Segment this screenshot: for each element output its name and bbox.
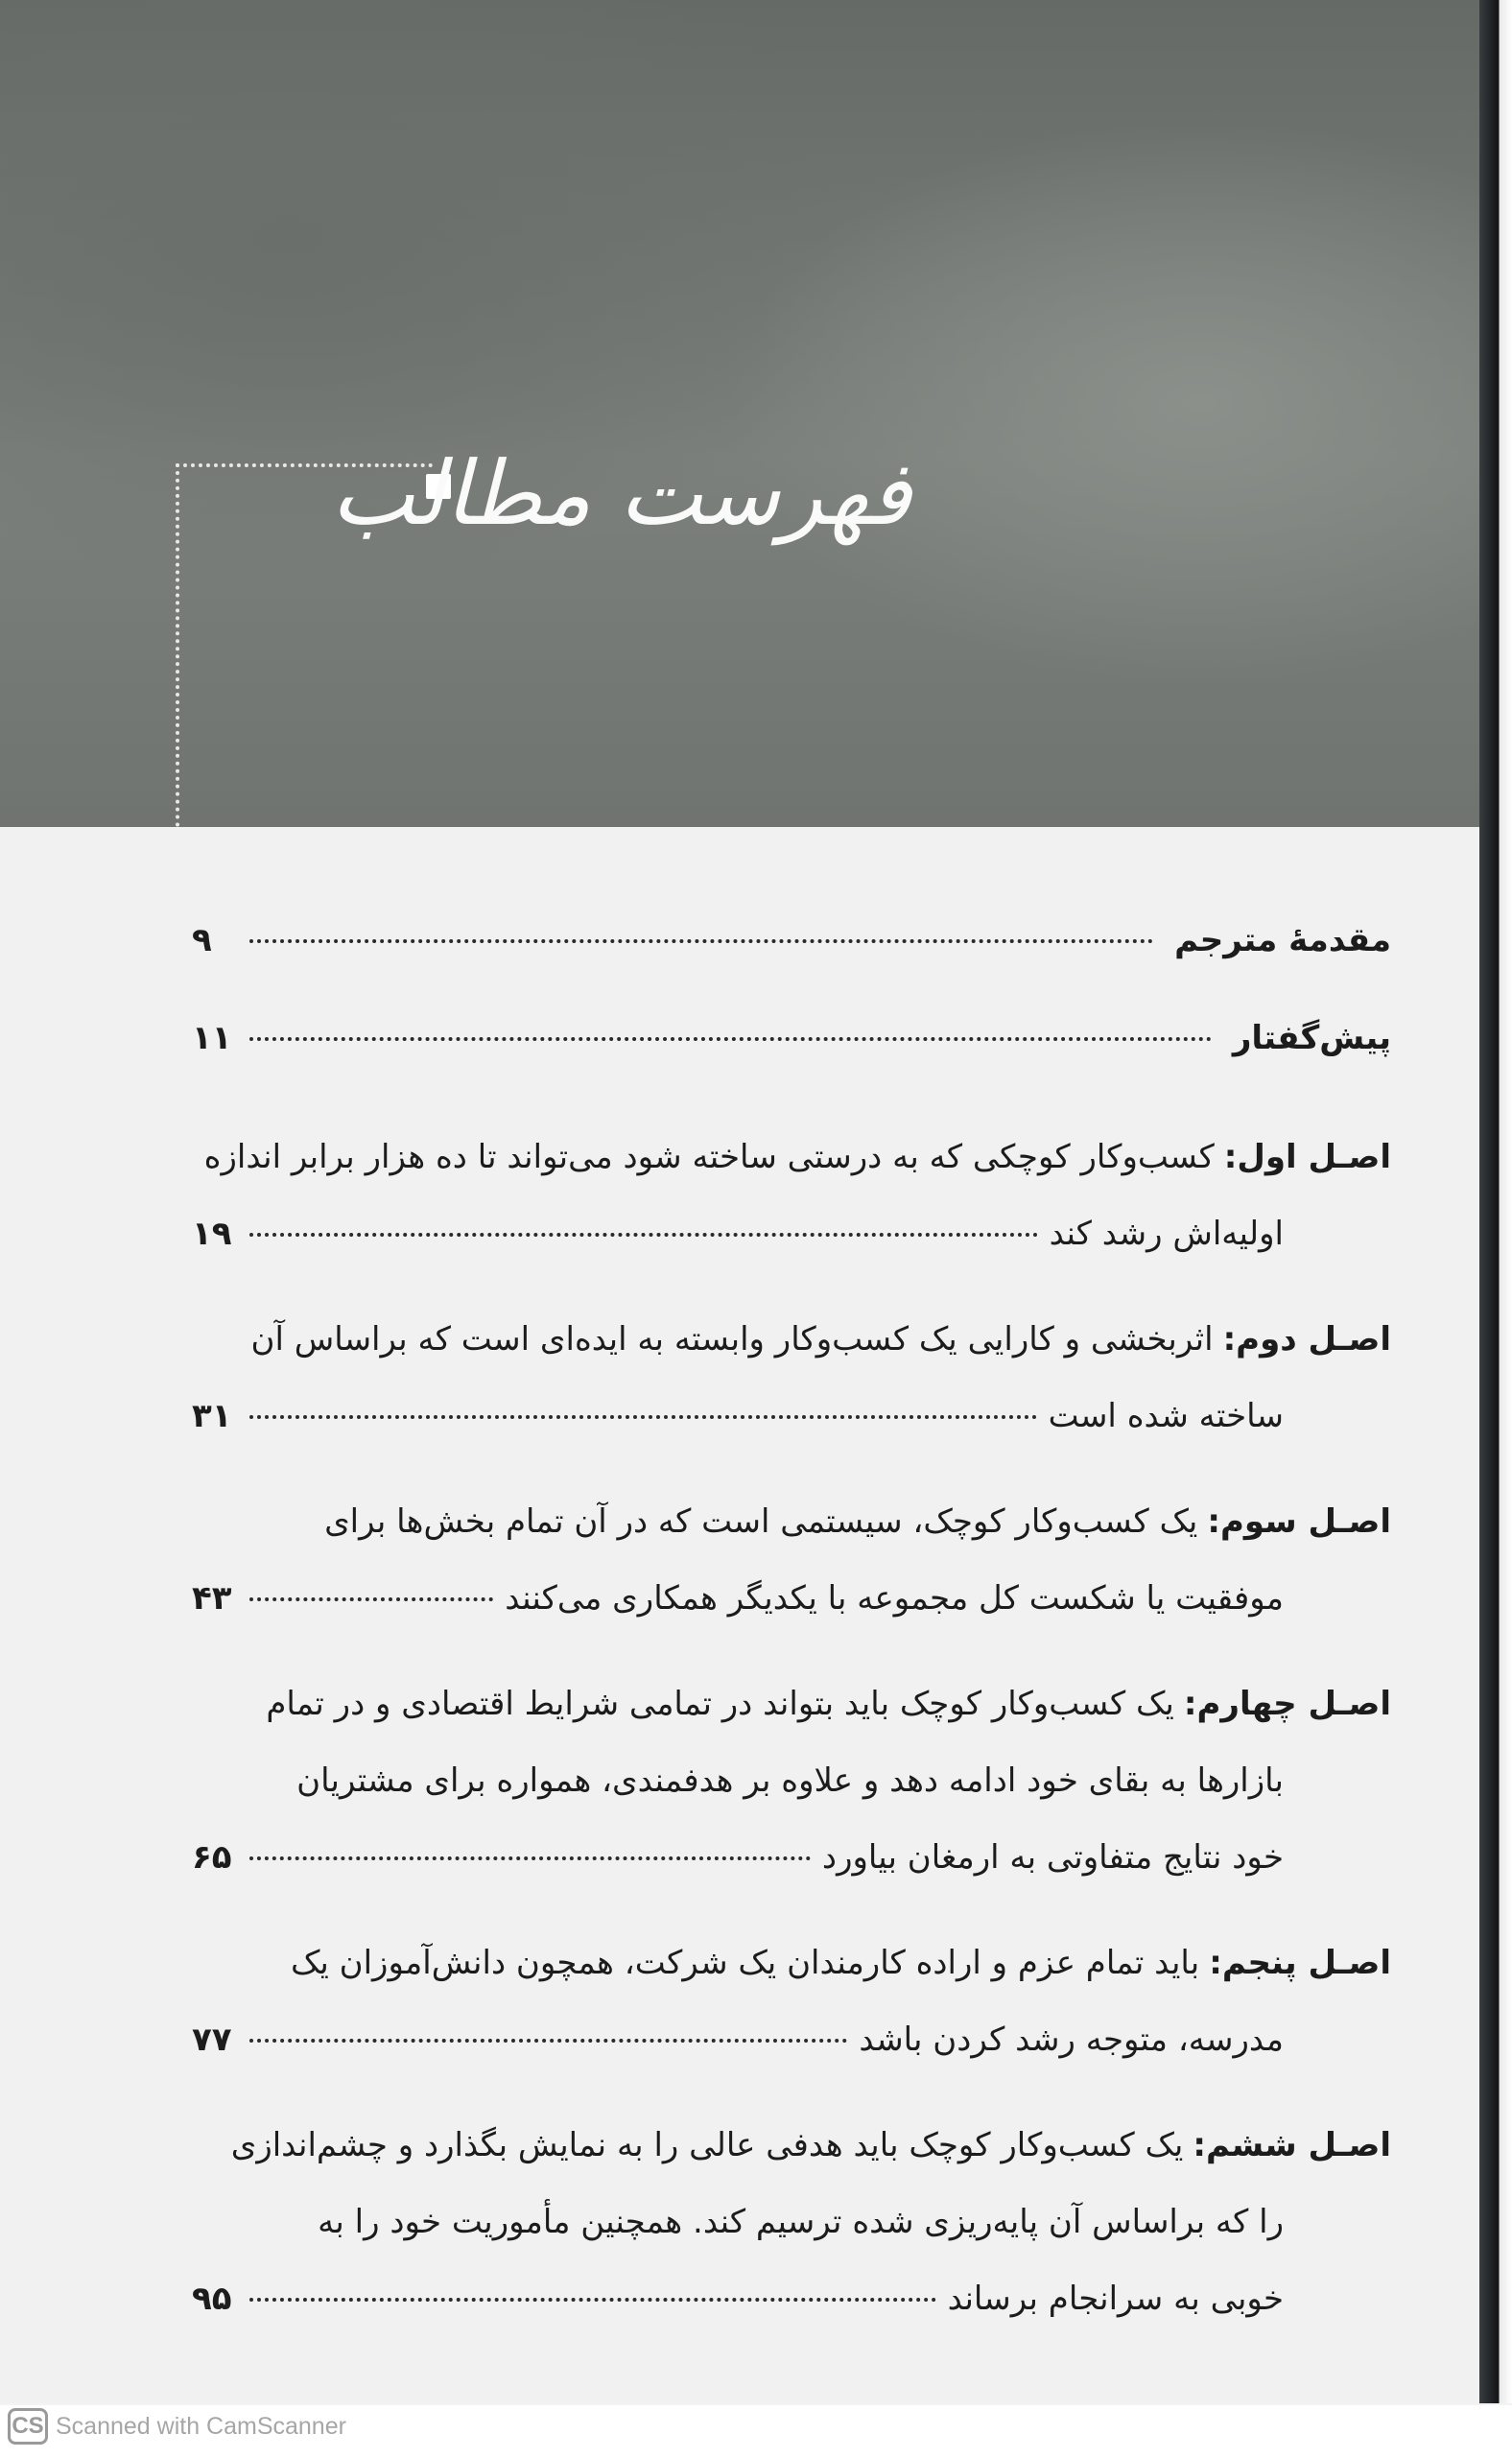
dotted-frame-left xyxy=(176,463,179,827)
toc-line xyxy=(192,1819,1391,1896)
toc-line xyxy=(192,1925,1391,2001)
toc-entry[interactable] xyxy=(192,1000,1391,1076)
toc-entry-label: اصـل دوم: xyxy=(1222,1320,1391,1359)
toc-line xyxy=(192,1378,1391,1454)
toc-page-number: ۱۹ xyxy=(192,1215,232,1253)
toc-line xyxy=(192,2184,1391,2260)
header-band xyxy=(0,0,1479,827)
toc-entry-label: مقدمهٔ مترجم xyxy=(1174,921,1391,959)
toc-line xyxy=(192,902,1391,979)
toc-line xyxy=(192,1742,1391,1819)
toc-page-number: ۴۳ xyxy=(192,1579,232,1618)
dot-leader xyxy=(249,939,1153,943)
toc-entry-text: بازارها به بقای خود ادامه دهد و علاوه بر هدفمندی، همواره برای مشتریان xyxy=(296,1761,1284,1800)
toc-entry-label: پیش‌گفتار xyxy=(1232,1019,1391,1057)
toc-entry-label: اصـل چهارم: xyxy=(1183,1685,1391,1723)
dot-leader xyxy=(249,1233,1038,1237)
toc-entry-label: اصـل ششم: xyxy=(1193,2126,1391,2164)
toc-line xyxy=(192,1483,1391,1560)
toc-entry[interactable] xyxy=(192,902,1391,979)
toc-entry[interactable] xyxy=(192,1666,1391,1896)
toc-page-number: ۹۵ xyxy=(192,2280,232,2318)
toc-entry-text: موفقیت یا شکست کل مجموعه با یکدیگر همکاری می‌کنند xyxy=(505,1579,1284,1618)
dot-leader xyxy=(249,1415,1037,1419)
toc-entry-text: یک کسب‌وکار کوچک باید هدفی عالی را به نمایش بگذارد و چشم‌اندازی xyxy=(230,2126,1184,2164)
toc-entry[interactable] xyxy=(192,1925,1391,2078)
toc-entry-label: اصـل اول: xyxy=(1223,1138,1391,1176)
toc-page-number: ۳۱ xyxy=(192,1397,232,1435)
toc-entry[interactable] xyxy=(192,1119,1391,1272)
toc-entry-text: را که براساس آن پایه‌ریزی شده ترسیم کند. همچنین مأموریت خود را به xyxy=(318,2203,1284,2241)
toc-entry-text: خود نتایج متفاوتی به ارمغان بیاورد xyxy=(821,1838,1284,1877)
camscanner-logo-icon: CS xyxy=(8,2408,48,2445)
dot-leader xyxy=(249,2298,936,2302)
toc-entry-label: اصـل پنجم: xyxy=(1209,1944,1391,1982)
toc-entry-text: باید تمام عزم و اراده کارمندان یک شرکت، همچون دانش‌آموزان یک xyxy=(290,1944,1200,1982)
toc-entry-text: خوبی به سرانجام برساند xyxy=(947,2280,1284,2318)
toc-line xyxy=(192,1301,1391,1378)
toc-entry-text: کسب‌وکار کوچکی که به درستی ساخته شود می‌تواند تا ده هزار برابر اندازه xyxy=(203,1138,1215,1176)
toc-title: فهرست مطالب xyxy=(331,442,911,545)
toc-entry[interactable] xyxy=(192,2107,1391,2337)
toc-entry[interactable] xyxy=(192,1483,1391,1637)
toc-page-number: ۹ xyxy=(192,921,212,959)
toc-entry-text: مدرسه، متوجه رشد کردن باشد xyxy=(859,2021,1284,2059)
toc-line xyxy=(192,2260,1391,2337)
table-of-contents xyxy=(192,902,1391,2366)
toc-line xyxy=(192,1666,1391,1742)
toc-line xyxy=(192,1119,1391,1195)
toc-line xyxy=(192,1000,1391,1076)
dot-leader xyxy=(249,2039,847,2043)
dot-leader xyxy=(249,1856,811,1860)
toc-entry-text: یک کسب‌وکار کوچک، سیستمی است که در آن تمام بخش‌ها برای xyxy=(324,1502,1198,1541)
toc-line xyxy=(192,2107,1391,2184)
dot-leader xyxy=(249,1037,1212,1041)
toc-line xyxy=(192,1560,1391,1637)
toc-line xyxy=(192,1195,1391,1272)
toc-entry-text: اثربخشی و کارایی یک کسب‌وکار وابسته به ایده‌ای است که براساس آن xyxy=(250,1320,1214,1359)
toc-entry-text: ساخته شده است xyxy=(1048,1397,1284,1435)
page-edge-shadow xyxy=(1479,0,1512,2403)
toc-page-number: ۱۱ xyxy=(192,1019,232,1057)
toc-page-number: ۷۷ xyxy=(192,2021,232,2059)
toc-entry-label: اصـل سوم: xyxy=(1207,1502,1391,1541)
toc-entry-text: یک کسب‌وکار کوچک باید بتواند در تمامی شرایط اقتصادی و در تمام xyxy=(266,1685,1174,1723)
toc-line xyxy=(192,2001,1391,2078)
toc-page-number: ۶۵ xyxy=(192,1838,232,1877)
toc-entry[interactable] xyxy=(192,1301,1391,1454)
dot-leader xyxy=(249,1597,493,1601)
scanner-watermark-text: Scanned with CamScanner xyxy=(56,2413,346,2440)
toc-entry-text: اولیه‌اش رشد کند xyxy=(1049,1215,1284,1253)
